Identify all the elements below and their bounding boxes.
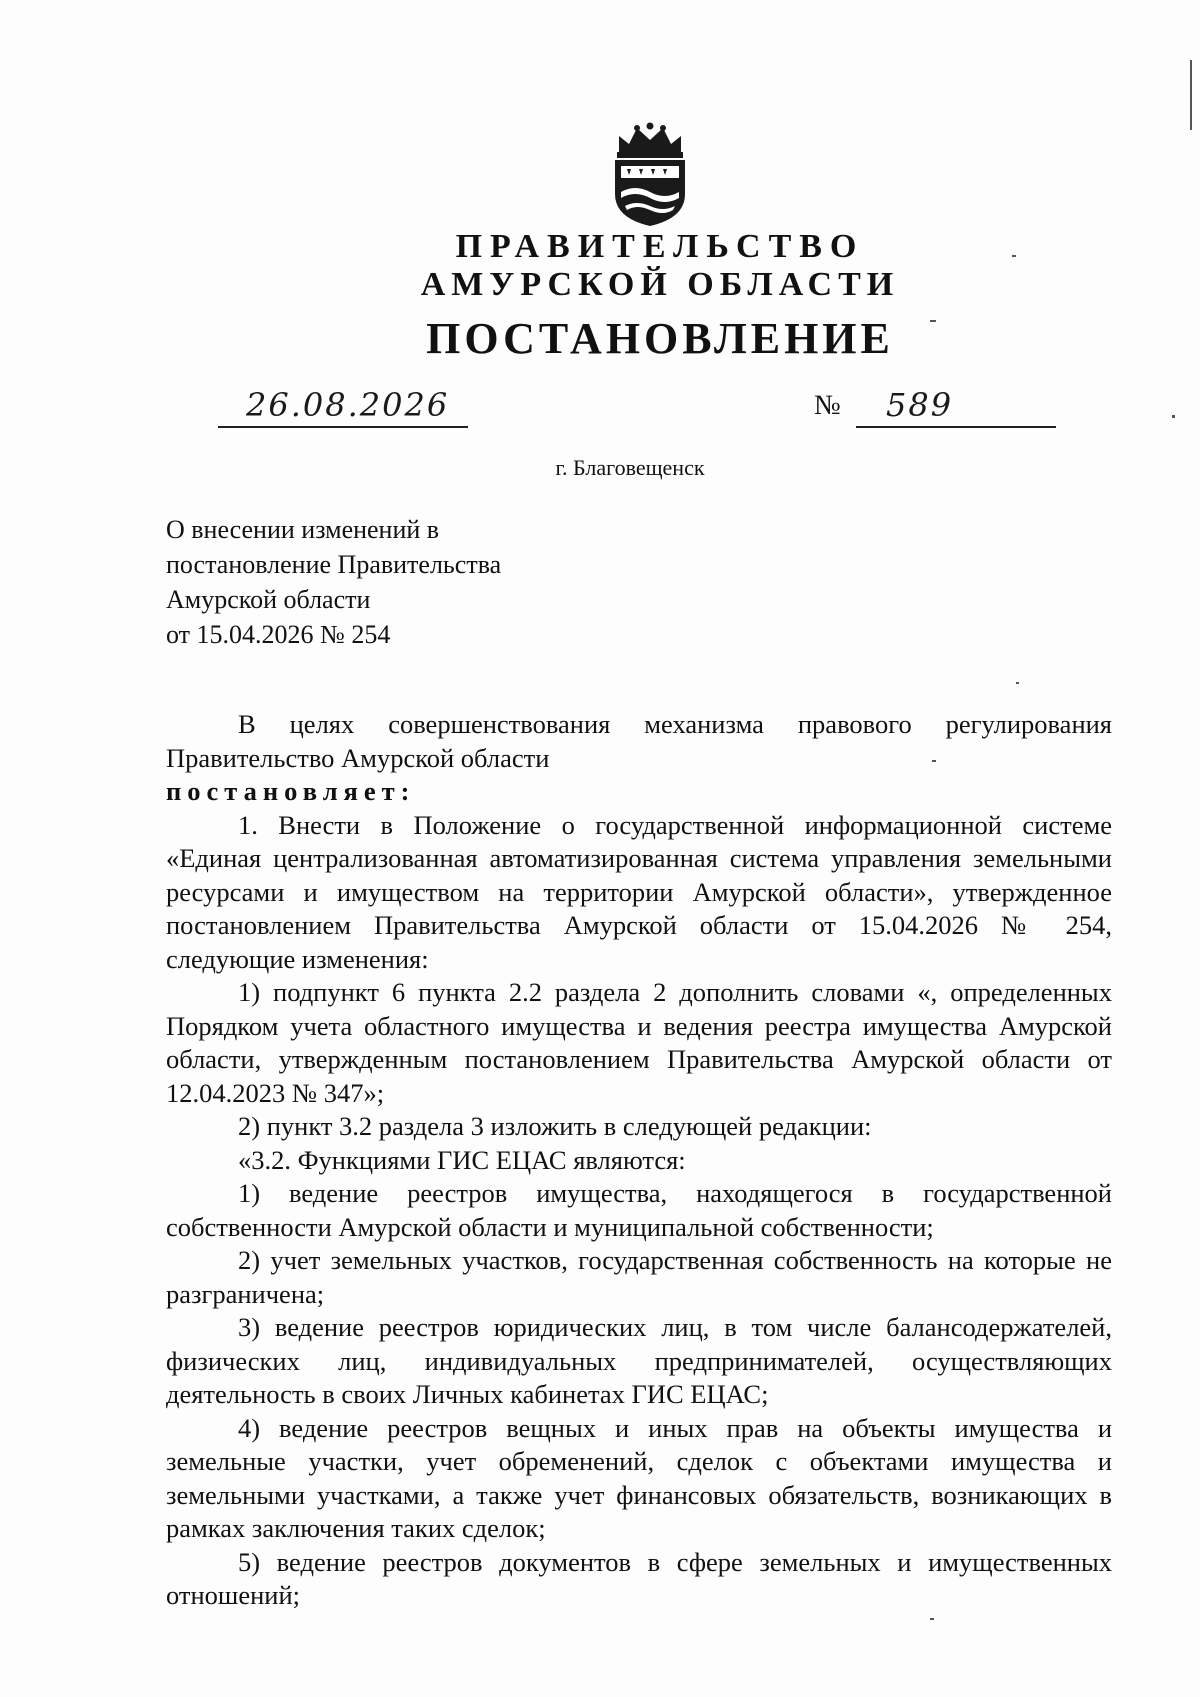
body-paragraph: «3.2. Функциями ГИС ЕЦАС являются:	[238, 1144, 686, 1175]
city-name: г. Благовещенск	[555, 455, 705, 480]
body-paragraph: 1) подпункт 6 пункта 2.2 раздела 2 дополнить словами «, определенных Порядком учета областного имущества и ведения реестра имущества Амурской области, утвержденным постановлением Правительства Амурской области от 12.04.2023 № 347»;	[166, 977, 1112, 1108]
document-body	[166, 708, 1112, 1613]
subject-line: Амурской области	[166, 585, 371, 614]
body-paragraph: 2) пункт 3.2 раздела 3 изложить в следующей редакции:	[238, 1111, 872, 1141]
amur-region-coat-of-arms-icon	[605, 122, 695, 227]
number-sign: №	[814, 390, 841, 421]
handwritten-date: 26.08.2026	[246, 386, 450, 424]
body-paragraph: 3) ведение реестров юридических лиц, в том числе балансодержателей, физических лиц, индивидуальных предпринимателей, осуществляющих деятельность в своих Личных кабинетах ГИС ЕЦАС;	[166, 1312, 1112, 1409]
handwritten-number: 589	[886, 386, 954, 424]
body-paragraph: 1) ведение реестров имущества, находящегося в государственной собственности Амурской области и муниципальной собственности;	[166, 1178, 1112, 1242]
body-paragraph: 1. Внести в Положение о государственной информационной системе «Единая централизованная автоматизированная система управления земельными ресурсами и имуществом на территории Амурской области», утвержденное постановлением Правительства Амурской области от 15.04.2026 № 254, следующие изменения:	[166, 809, 1112, 974]
region-title: АМУРСКОЙ ОБЛАСТИ	[420, 266, 900, 303]
body-paragraph: 2) учет земельных участков, государственная собственность на которые не разграничена;	[166, 1245, 1112, 1309]
document-type-title: ПОСТАНОВЛЕНИЕ	[426, 314, 894, 363]
government-title: ПРАВИТЕЛЬСТВО	[455, 228, 865, 265]
date-field	[218, 386, 468, 428]
subject-line: постановление Правительства	[166, 550, 502, 579]
subject-line: от 15.04.2026 № 254	[166, 620, 391, 649]
resolves-word: постановляет:	[166, 776, 416, 806]
preamble-paragraph: В целях совершенствования механизма правового регулирования Правительство Амурской области	[166, 709, 1112, 773]
subject-line: О внесении изменений в	[166, 515, 440, 544]
document-subject	[166, 512, 586, 652]
body-paragraph: 5) ведение реестров документов в сфере земельных и имущественных отношений;	[166, 1546, 1112, 1610]
number-field	[856, 386, 1056, 428]
body-paragraph: 4) ведение реестров вещных и иных прав на объекты имущества и земельные участки, учет обременений, сделок с объектами имущества и земельными участками, а также учет финансовых обязательств, возникающих в рамках заключения таких сделок;	[166, 1412, 1112, 1543]
